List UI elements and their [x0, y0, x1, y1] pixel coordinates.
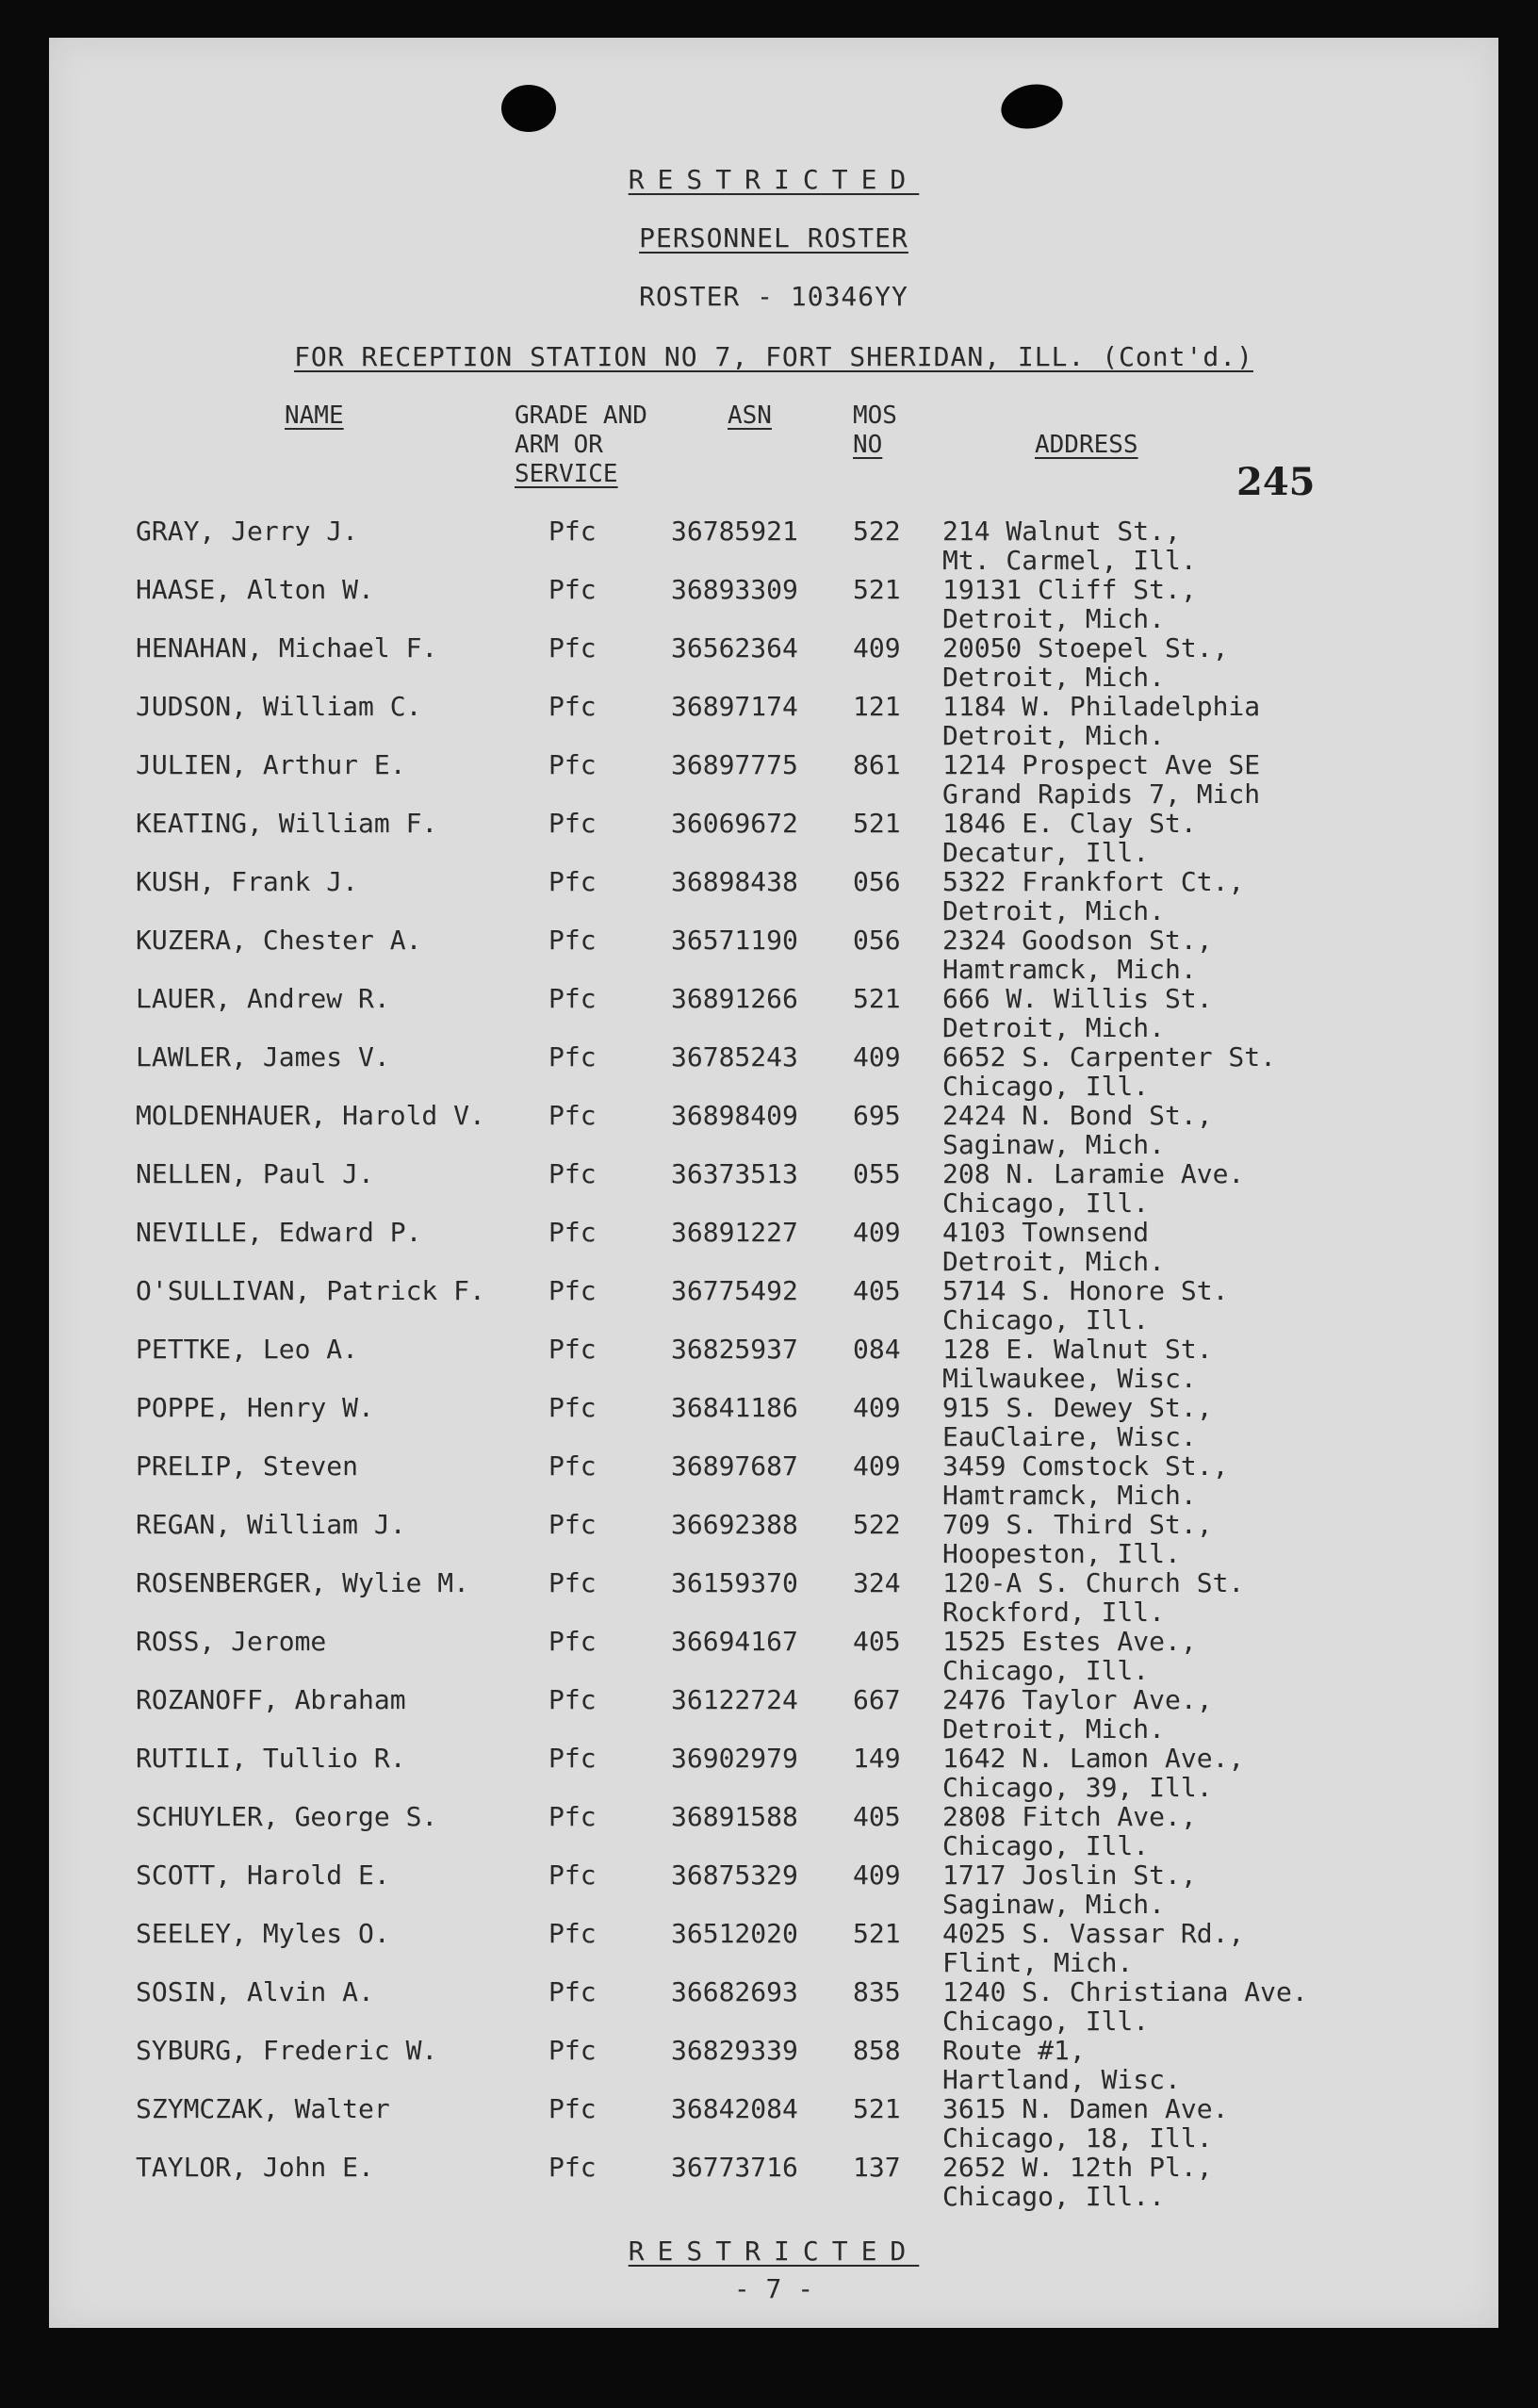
- roster-address-line1: 3459 Comstock St.,: [942, 1450, 1229, 1482]
- roster-address-line2: Detroit, Mich.: [942, 1713, 1166, 1745]
- roster-name: RUTILI, Tullio R.: [136, 1743, 406, 1774]
- roster-asn: 36694167: [671, 1626, 798, 1657]
- roster-row: [49, 2153, 1498, 2211]
- roster-grade: Pfc: [548, 2093, 597, 2124]
- column-header-grade-line: SERVICE: [515, 460, 618, 488]
- roster-address-line2: Milwaukee, Wisc.: [942, 1363, 1197, 1394]
- roster-number: ROSTER - 10346YY: [639, 281, 908, 312]
- roster-row: [49, 1042, 1498, 1101]
- roster-mos: 405: [853, 1626, 901, 1657]
- roster-mos: 521: [853, 808, 901, 839]
- roster-row: [49, 1451, 1498, 1510]
- roster-row: [49, 2094, 1498, 2153]
- roster-address-line2: Chicago, Ill.: [942, 1304, 1150, 1335]
- roster-asn: 36829339: [671, 2035, 798, 2066]
- roster-grade: Pfc: [548, 1158, 597, 1189]
- roster-mos: 522: [853, 1509, 901, 1540]
- roster-address-line2: Chicago, Ill..: [942, 2181, 1166, 2212]
- roster-name: LAWLER, James V.: [136, 1041, 390, 1073]
- page-number-stamp: 245: [1236, 460, 1316, 504]
- roster-address-line2: Decatur, Ill.: [942, 837, 1150, 868]
- roster-row: [49, 867, 1498, 926]
- roster-asn: 36875329: [671, 1859, 798, 1891]
- roster-asn: 36897687: [671, 1450, 798, 1482]
- roster-name: NELLEN, Paul J.: [136, 1158, 374, 1189]
- document-title: PERSONNEL ROSTER: [639, 222, 908, 254]
- roster-mos: 149: [853, 1743, 901, 1774]
- column-header-grade-line: ARM OR: [515, 431, 603, 459]
- roster-grade: Pfc: [548, 1450, 597, 1482]
- roster-address-line2: Hamtramck, Mich.: [942, 954, 1197, 985]
- roster-grade: Pfc: [548, 1801, 597, 1832]
- roster-mos: 409: [853, 1859, 901, 1891]
- roster-asn: 36902979: [671, 1743, 798, 1774]
- roster-row: [49, 1568, 1498, 1627]
- roster-address-line2: Detroit, Mich.: [942, 662, 1166, 693]
- roster-grade: Pfc: [548, 574, 597, 605]
- roster-name: SCHUYLER, George S.: [136, 1801, 438, 1832]
- roster-grade: Pfc: [548, 632, 597, 663]
- roster-mos: 409: [853, 1450, 901, 1482]
- roster-address-line1: 5714 S. Honore St.: [942, 1275, 1229, 1306]
- roster-row: [49, 633, 1498, 692]
- roster-mos: 521: [853, 1918, 901, 1949]
- roster-name: REGAN, William J.: [136, 1509, 406, 1540]
- roster-subtitle: FOR RECEPTION STATION NO 7, FORT SHERIDAN, ILL. (Cont'd.): [294, 341, 1253, 372]
- restricted-footer: RESTRICTED: [628, 2236, 920, 2267]
- roster-mos: 861: [853, 749, 901, 780]
- roster-address-line2: Rockford, Ill.: [942, 1597, 1166, 1628]
- roster-address-line1: 19131 Cliff St.,: [942, 574, 1197, 605]
- column-header-mos-line: MOS: [853, 401, 897, 430]
- roster-address-line1: 1846 E. Clay St.: [942, 808, 1197, 839]
- roster-address-line1: 214 Walnut St.,: [942, 516, 1181, 547]
- roster-grade: Pfc: [548, 983, 597, 1014]
- roster-name: TAYLOR, John E.: [136, 2152, 374, 2183]
- roster-grade: Pfc: [548, 1626, 597, 1657]
- roster-mos: 137: [853, 2152, 901, 2183]
- roster-name: NEVILLE, Edward P.: [136, 1217, 422, 1248]
- roster-name: KUZERA, Chester A.: [136, 925, 422, 956]
- roster-address-line2: Grand Rapids 7, Mich: [942, 778, 1261, 810]
- roster-grade: Pfc: [548, 691, 597, 722]
- roster-asn: 36898438: [671, 866, 798, 897]
- roster-mos: 835: [853, 1976, 901, 2007]
- document-page: [49, 38, 1498, 2328]
- roster-address-line2: Saginaw, Mich.: [942, 1889, 1166, 1920]
- roster-address-line1: 128 E. Walnut St.: [942, 1334, 1213, 1365]
- roster-name: ROSENBERGER, Wylie M.: [136, 1567, 470, 1598]
- roster-asn: 36775492: [671, 1275, 798, 1306]
- roster-address-line2: Chicago, Ill.: [942, 1071, 1150, 1102]
- roster-row: [49, 750, 1498, 809]
- roster-grade: Pfc: [548, 1334, 597, 1365]
- roster-mos: 121: [853, 691, 901, 722]
- roster-row: [49, 926, 1498, 984]
- roster-mos: 695: [853, 1100, 901, 1131]
- roster-asn: 36562364: [671, 632, 798, 663]
- roster-row: [49, 1101, 1498, 1159]
- roster-address-line1: 3615 N. Damen Ave.: [942, 2093, 1229, 2124]
- roster-grade: Pfc: [548, 2035, 597, 2066]
- roster-row: [49, 1276, 1498, 1335]
- roster-grade: Pfc: [548, 1567, 597, 1598]
- roster-grade: Pfc: [548, 1859, 597, 1891]
- column-header-name: NAME: [285, 401, 344, 430]
- roster-address-line1: 1717 Joslin St.,: [942, 1859, 1197, 1891]
- roster-row: [49, 1393, 1498, 1451]
- roster-grade: Pfc: [548, 1918, 597, 1949]
- roster-asn: 36898409: [671, 1100, 798, 1131]
- roster-name: LAUER, Andrew R.: [136, 983, 390, 1014]
- column-header-mos: [853, 401, 897, 460]
- roster-asn: 36785921: [671, 516, 798, 547]
- roster-mos: 522: [853, 516, 901, 547]
- roster-asn: 36841186: [671, 1392, 798, 1423]
- roster-mos: 056: [853, 925, 901, 956]
- roster-asn: 36373513: [671, 1158, 798, 1189]
- roster-mos: 324: [853, 1567, 901, 1598]
- roster-address-line2: Chicago, 18, Ill.: [942, 2122, 1213, 2154]
- roster-row: [49, 1744, 1498, 1802]
- roster-address-line2: Detroit, Mich.: [942, 1246, 1166, 1277]
- roster-name: HAASE, Alton W.: [136, 574, 374, 605]
- roster-address-line1: 20050 Stoepel St.,: [942, 632, 1229, 663]
- roster-address-line2: Chicago, 39, Ill.: [942, 1772, 1213, 1803]
- roster-name: KEATING, William F.: [136, 808, 438, 839]
- roster-grade: Pfc: [548, 808, 597, 839]
- roster-address-line1: 6652 S. Carpenter St.: [942, 1041, 1277, 1073]
- roster-mos: 084: [853, 1334, 901, 1365]
- roster-name: JUDSON, William C.: [136, 691, 422, 722]
- roster-row: [49, 1335, 1498, 1393]
- roster-mos: 521: [853, 2093, 901, 2124]
- roster-mos: 405: [853, 1801, 901, 1832]
- roster-asn: 36069672: [671, 808, 798, 839]
- roster-address-line1: 5322 Frankfort Ct.,: [942, 866, 1245, 897]
- roster-row: [49, 1802, 1498, 1860]
- roster-grade: Pfc: [548, 1684, 597, 1715]
- column-header-grade-line: GRADE AND: [515, 401, 647, 430]
- roster-name: ROSS, Jerome: [136, 1626, 327, 1657]
- roster-mos: 405: [853, 1275, 901, 1306]
- roster-name: GRAY, Jerry J.: [136, 516, 359, 547]
- punch-hole: [501, 85, 556, 132]
- roster-row: [49, 809, 1498, 867]
- roster-grade: Pfc: [548, 1041, 597, 1073]
- roster-grade: Pfc: [548, 1509, 597, 1540]
- roster-asn: 36893309: [671, 574, 798, 605]
- roster-name: SZYMCZAK, Walter: [136, 2093, 390, 2124]
- roster-row: [49, 1977, 1498, 2036]
- roster-row: [49, 1860, 1498, 1919]
- roster-address-line1: 4103 Townsend: [942, 1217, 1150, 1248]
- roster-asn: 36785243: [671, 1041, 798, 1073]
- page-footer-number: - 7 -: [733, 2273, 814, 2304]
- roster-mos: 409: [853, 1217, 901, 1248]
- roster-address-line2: Hamtramck, Mich.: [942, 1480, 1197, 1511]
- roster-address-line2: EauClaire, Wisc.: [942, 1421, 1197, 1452]
- roster-address-line2: Detroit, Mich.: [942, 1012, 1166, 1043]
- roster-asn: 36897775: [671, 749, 798, 780]
- column-header-address: ADDRESS: [1035, 431, 1138, 459]
- roster-address-line2: Mt. Carmel, Ill.: [942, 545, 1197, 576]
- roster-asn: 36891588: [671, 1801, 798, 1832]
- roster-name: SOSIN, Alvin A.: [136, 1976, 374, 2007]
- roster-address-line1: 2476 Taylor Ave.,: [942, 1684, 1213, 1715]
- roster-address-line1: 1525 Estes Ave.,: [942, 1626, 1197, 1657]
- roster-name: JULIEN, Arthur E.: [136, 749, 406, 780]
- roster-table: [49, 516, 1498, 2211]
- roster-asn: 36891227: [671, 1217, 798, 1248]
- roster-name: PETTKE, Leo A.: [136, 1334, 359, 1365]
- roster-address-line2: Hoopeston, Ill.: [942, 1538, 1181, 1569]
- column-header-asn: ASN: [728, 401, 772, 430]
- roster-mos: 056: [853, 866, 901, 897]
- roster-name: PRELIP, Steven: [136, 1450, 359, 1482]
- roster-row: [49, 1685, 1498, 1744]
- punch-hole: [997, 79, 1067, 135]
- roster-address-line1: 666 W. Willis St.: [942, 983, 1213, 1014]
- roster-address-line1: 4025 S. Vassar Rd.,: [942, 1918, 1245, 1949]
- roster-mos: 858: [853, 2035, 901, 2066]
- roster-row: [49, 1510, 1498, 1568]
- roster-asn: 36122724: [671, 1684, 798, 1715]
- roster-name: SEELEY, Myles O.: [136, 1918, 390, 1949]
- roster-row: [49, 1919, 1498, 1977]
- roster-row: [49, 1218, 1498, 1276]
- roster-address-line1: 2424 N. Bond St.,: [942, 1100, 1213, 1131]
- roster-mos: 409: [853, 632, 901, 663]
- roster-name: POPPE, Henry W.: [136, 1392, 374, 1423]
- roster-address-line1: 1214 Prospect Ave SE: [942, 749, 1261, 780]
- roster-asn: 36692388: [671, 1509, 798, 1540]
- roster-address-line2: Chicago, Ill.: [942, 1655, 1150, 1686]
- roster-address-line1: Route #1,: [942, 2035, 1086, 2066]
- roster-asn: 36773716: [671, 2152, 798, 2183]
- column-header-grade: [515, 401, 647, 489]
- roster-mos: 521: [853, 574, 901, 605]
- roster-grade: Pfc: [548, 516, 597, 547]
- roster-grade: Pfc: [548, 866, 597, 897]
- roster-grade: Pfc: [548, 1275, 597, 1306]
- roster-address-line1: 1240 S. Christiana Ave.: [942, 1976, 1308, 2007]
- roster-mos: 409: [853, 1041, 901, 1073]
- roster-grade: Pfc: [548, 749, 597, 780]
- roster-name: HENAHAN, Michael F.: [136, 632, 438, 663]
- roster-row: [49, 1159, 1498, 1218]
- roster-address-line2: Detroit, Mich.: [942, 603, 1166, 634]
- roster-name: MOLDENHAUER, Harold V.: [136, 1100, 485, 1131]
- roster-mos: 055: [853, 1158, 901, 1189]
- roster-grade: Pfc: [548, 1743, 597, 1774]
- roster-address-line1: 2808 Fitch Ave.,: [942, 1801, 1197, 1832]
- roster-grade: Pfc: [548, 2152, 597, 2183]
- roster-address-line1: 208 N. Laramie Ave.: [942, 1158, 1245, 1189]
- column-header-mos-line: NO: [853, 431, 883, 459]
- roster-grade: Pfc: [548, 925, 597, 956]
- roster-row: [49, 692, 1498, 750]
- roster-address-line2: Chicago, Ill.: [942, 1830, 1150, 1861]
- roster-row: [49, 516, 1498, 575]
- roster-asn: 36682693: [671, 1976, 798, 2007]
- roster-mos: 521: [853, 983, 901, 1014]
- roster-row: [49, 575, 1498, 633]
- roster-name: SYBURG, Frederic W.: [136, 2035, 438, 2066]
- roster-address-line2: Detroit, Mich.: [942, 895, 1166, 926]
- roster-asn: 36512020: [671, 1918, 798, 1949]
- roster-name: KUSH, Frank J.: [136, 866, 359, 897]
- roster-grade: Pfc: [548, 1217, 597, 1248]
- roster-asn: 36159370: [671, 1567, 798, 1598]
- roster-address-line2: Chicago, Ill.: [942, 1188, 1150, 1219]
- roster-name: SCOTT, Harold E.: [136, 1859, 390, 1891]
- roster-address-line2: Saginaw, Mich.: [942, 1129, 1166, 1160]
- roster-asn: 36891266: [671, 983, 798, 1014]
- roster-row: [49, 984, 1498, 1042]
- roster-mos: 667: [853, 1684, 901, 1715]
- roster-address-line2: Detroit, Mich.: [942, 720, 1166, 751]
- roster-mos: 409: [853, 1392, 901, 1423]
- roster-address-line1: 1642 N. Lamon Ave.,: [942, 1743, 1245, 1774]
- roster-row: [49, 2036, 1498, 2094]
- roster-asn: 36842084: [671, 2093, 798, 2124]
- roster-asn: 36897174: [671, 691, 798, 722]
- roster-row: [49, 1627, 1498, 1685]
- roster-address-line1: 120-A S. Church St.: [942, 1567, 1245, 1598]
- roster-address-line1: 709 S. Third St.,: [942, 1509, 1213, 1540]
- roster-address-line1: 2652 W. 12th Pl.,: [942, 2152, 1213, 2183]
- roster-address-line2: Flint, Mich.: [942, 1947, 1134, 1978]
- roster-grade: Pfc: [548, 1392, 597, 1423]
- roster-grade: Pfc: [548, 1976, 597, 2007]
- roster-address-line2: Chicago, Ill.: [942, 2006, 1150, 2037]
- roster-asn: 36825937: [671, 1334, 798, 1365]
- roster-address-line1: 1184 W. Philadelphia: [942, 691, 1261, 722]
- roster-name: ROZANOFF, Abraham: [136, 1684, 406, 1715]
- roster-address-line1: 2324 Goodson St.,: [942, 925, 1213, 956]
- roster-name: O'SULLIVAN, Patrick F.: [136, 1275, 485, 1306]
- roster-grade: Pfc: [548, 1100, 597, 1131]
- restricted-header: RESTRICTED: [628, 164, 920, 195]
- roster-address-line1: 915 S. Dewey St.,: [942, 1392, 1213, 1423]
- roster-asn: 36571190: [671, 925, 798, 956]
- roster-address-line2: Hartland, Wisc.: [942, 2064, 1181, 2095]
